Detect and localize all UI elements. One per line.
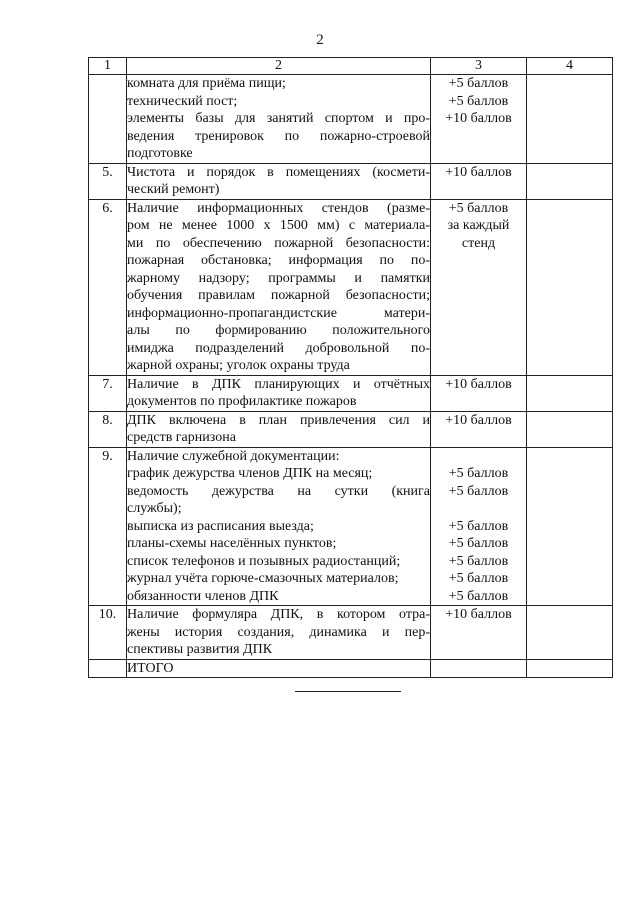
description-line: ведения тренировок по пожарно-строевой	[127, 128, 430, 144]
description-line: график дежурства членов ДПК на месяц;	[127, 466, 373, 481]
criterion-description	[127, 163, 431, 199]
score-line: +10 баллов	[445, 412, 512, 428]
score-line: +5 баллов	[448, 553, 509, 569]
score-cell	[431, 163, 527, 199]
score-line: +10 баллов	[445, 164, 512, 180]
description-line: службы);	[127, 501, 182, 516]
criteria-table	[88, 57, 613, 678]
criterion-description	[127, 199, 431, 375]
score-cell	[431, 606, 527, 660]
description-line: выписка из расписания выезда;	[127, 518, 314, 534]
row-number: 5.	[89, 163, 127, 199]
description-line: алы по формированию положительного	[127, 323, 430, 338]
total-label: ИТОГО	[127, 659, 431, 678]
description-line: ми по обеспечению пожарной безопасности:	[127, 235, 430, 251]
score-line: +10 баллов	[445, 376, 512, 392]
score-line: +5 баллов	[448, 588, 509, 604]
column-header: 1	[89, 58, 127, 75]
description-line: журнал учёта горюче-смазочных материалов;	[127, 571, 399, 586]
score-line: +5 баллов	[448, 518, 509, 534]
score-line: +5 баллов	[448, 466, 509, 481]
points-awarded-cell	[527, 447, 613, 606]
column-header: 2	[127, 58, 431, 75]
score-cell	[431, 375, 527, 411]
table-row	[89, 75, 613, 164]
table-row	[89, 606, 613, 660]
description-line: спективы развития ДПК	[127, 642, 273, 657]
description-line: элементы базы для занятий спортом и про-	[127, 111, 430, 126]
total-score-cell	[431, 659, 527, 678]
description-line: обучения правилам пожарной безопасности;	[127, 288, 430, 303]
score-cell	[431, 411, 527, 447]
score-cell	[431, 199, 527, 375]
points-awarded-cell	[527, 606, 613, 660]
score-line: за каждый	[447, 218, 510, 233]
description-line: средств гарнизона	[127, 430, 236, 445]
description-line: информационно-пропагандистские матери-	[127, 305, 430, 321]
description-line: обязанности членов ДПК	[127, 588, 279, 604]
description-line: Чистота и порядок в помещениях (космети-	[127, 164, 430, 180]
criterion-description	[127, 375, 431, 411]
table-row	[89, 375, 613, 411]
table-row	[89, 447, 613, 606]
table-header-row	[89, 58, 613, 75]
footer-divider	[295, 691, 401, 692]
criterion-description	[127, 75, 431, 164]
score-line: +5 баллов	[448, 200, 509, 216]
score-line: +10 баллов	[445, 111, 512, 126]
description-line: Наличие формуляра ДПК, в котором отра-	[127, 607, 430, 622]
score-line: +5 баллов	[448, 76, 509, 91]
description-line: Наличие служебной документации:	[127, 448, 340, 464]
score-line: +5 баллов	[448, 93, 509, 109]
points-awarded-cell	[527, 163, 613, 199]
criterion-description	[127, 606, 431, 660]
total-row	[89, 659, 613, 678]
score-line: +5 баллов	[448, 536, 509, 551]
criterion-description	[127, 447, 431, 606]
column-header: 4	[527, 58, 613, 75]
criterion-description	[127, 411, 431, 447]
score-line: стенд	[461, 235, 496, 251]
column-header: 3	[431, 58, 527, 75]
points-awarded-cell	[527, 411, 613, 447]
table-row	[89, 163, 613, 199]
description-line: технический пост;	[127, 93, 238, 109]
description-line: жены история создания, динамика и пер-	[127, 624, 430, 640]
points-awarded-cell	[527, 75, 613, 164]
description-line: пожарная обстановка; информация по по-	[127, 253, 430, 268]
points-awarded-cell	[527, 375, 613, 411]
table-row	[89, 411, 613, 447]
total-number-cell	[89, 659, 127, 678]
description-line: планы-схемы населённых пунктов;	[127, 536, 337, 551]
row-number: 10.	[89, 606, 127, 660]
score-line: +5 баллов	[448, 571, 509, 586]
description-line: список телефонов и позывных радиостанций;	[127, 553, 401, 569]
points-awarded-cell	[527, 199, 613, 375]
row-number: 9.	[89, 447, 127, 606]
row-number: 7.	[89, 375, 127, 411]
page-number: 2	[316, 32, 324, 48]
description-line: ром не менее 1000 х 1500 мм) с материала-	[127, 218, 430, 233]
row-number: 8.	[89, 411, 127, 447]
score-line: +5 баллов	[448, 483, 509, 499]
score-line	[431, 448, 526, 466]
row-number	[89, 75, 127, 164]
description-line: комната для приёма пищи;	[127, 76, 286, 91]
description-line: подготовке	[127, 146, 193, 161]
description-line: ДПК включена в план привлечения сил и	[127, 412, 430, 428]
description-line: имиджа подразделений добровольной по-	[127, 340, 430, 356]
table-row	[89, 199, 613, 375]
score-line	[431, 500, 526, 518]
description-line: ческий ремонт)	[127, 182, 220, 197]
description-line: жарному надзору; программы и памятки	[127, 270, 430, 286]
description-line: Наличие информационных стендов (разме-	[127, 200, 430, 216]
total-points-cell	[527, 659, 613, 678]
score-line: +10 баллов	[445, 607, 512, 622]
score-cell	[431, 75, 527, 164]
row-number: 6.	[89, 199, 127, 375]
description-line: Наличие в ДПК планирующих и отчётных	[127, 376, 430, 392]
description-line: ведомость дежурства на сутки (книга	[127, 483, 430, 499]
description-line: жарной охраны; уголок охраны труда	[127, 358, 350, 373]
score-cell	[431, 447, 527, 606]
description-line: документов по профилактике пожаров	[127, 394, 357, 409]
